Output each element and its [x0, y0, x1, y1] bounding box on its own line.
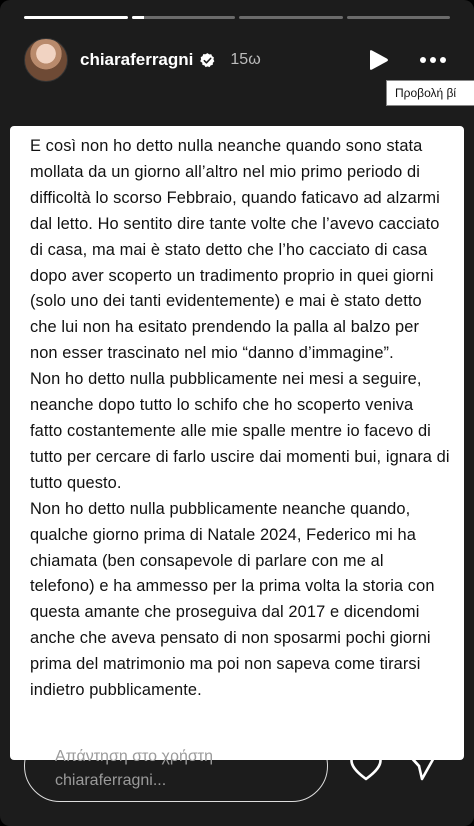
dot: [420, 57, 426, 63]
play-icon[interactable]: [368, 48, 390, 72]
dot: [430, 57, 436, 63]
send-icon[interactable]: [405, 750, 439, 782]
more-icon[interactable]: [420, 57, 446, 63]
progress-fill: [132, 16, 144, 19]
story-text: E così non ho detto nulla neanche quando sono stata mollata da un giorno all’altro nel mio primo periodo di difficoltà lo scorso Febbraio, quando faticavo ad alzarmi dal letto. Ho sentito dire tante volte che l’avevo cacciato di casa, ma mai è stato detto che l’ho cacciato di casa dopo aver scoperto un tradimento proprio in quei giorni (solo uno dei tanti evidentemente) e mai è stato detto che lui non ha esitato prendendo la palla al balzo per non esser trascinato nel mio “danno d’immagine”. Non ho detto nulla pubblicamente nei mesi a seguire, neanche dopo tutto lo schifo che ho scoperto veniva fatto costantemente alle mie spalle mentre io facevo di tutto per cercare di farlo uscire dai momenti bui, ignara di tutto questo. Non ho detto nulla pubblicamente neanche quando, qualche giorno prima di Natale 2024, Federico mi ha chiamata (ben consapevole di parlare con me al telefono) e ha ammesso per la prima volta la storia con questa amante che proseguiva dal 2017 e dicendomi anche che aveva pensato di non sposarmi pochi giorni prima del matrimonio ma poi non sapeva come tirarsi indietro pubblicamente.: [30, 137, 450, 700]
story-header: [24, 38, 450, 82]
progress-segment: [239, 16, 343, 19]
verified-badge-icon: [199, 52, 216, 69]
heart-icon[interactable]: [349, 750, 383, 782]
tooltip: Προβολή βί: [386, 80, 474, 106]
dot: [440, 57, 446, 63]
progress-segment: [24, 16, 128, 19]
story-text-card: [10, 126, 464, 760]
avatar[interactable]: [24, 38, 68, 82]
story-progress-bar: [24, 16, 450, 19]
progress-segment: [347, 16, 451, 19]
post-time: 15ω: [230, 51, 261, 68]
progress-fill: [24, 16, 128, 19]
username[interactable]: chiaraferragni: [80, 50, 194, 69]
reply-placeholder-line2: chiaraferragni...: [55, 772, 167, 789]
reply-input[interactable]: [24, 730, 328, 802]
reply-placeholder-line1: Απάντηση στο χρήστη: [55, 748, 213, 765]
progress-segment: [132, 16, 236, 19]
